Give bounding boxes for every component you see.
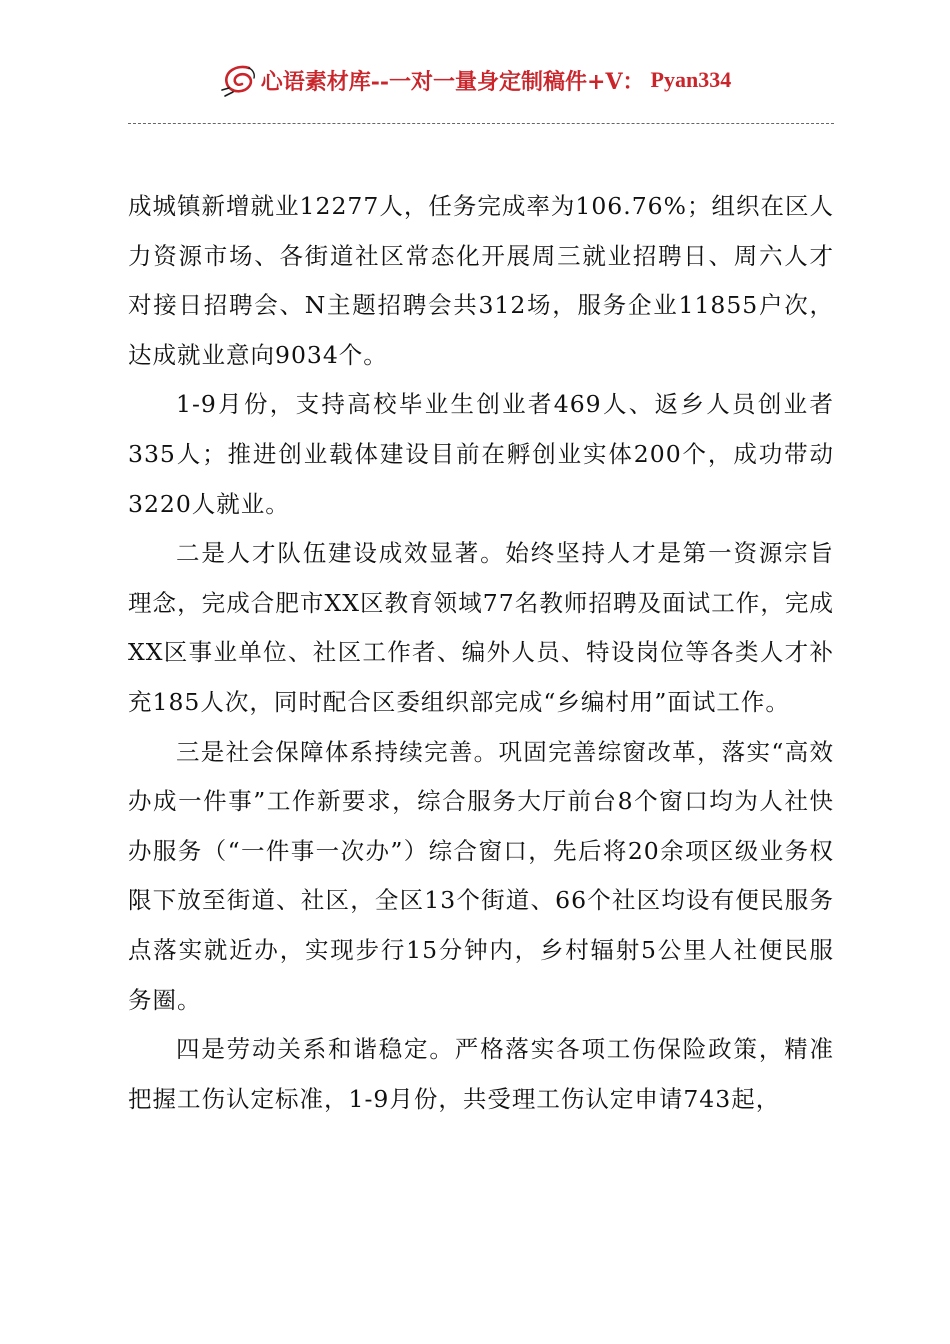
page-header (0, 58, 950, 102)
paragraph-employment: 成城镇新增就业12277人，任务完成率为106.76%；组织在区人力资源市场、各街道社区常态化开展周三就业招聘日、周六人才对接日招聘会、N主题招聘会共312场，服务企业11855户次，达成就业意向9034个。 (128, 192, 834, 369)
header-divider (128, 123, 834, 124)
brand-name: 心语素材库 (260, 68, 371, 95)
document-body (128, 182, 834, 1124)
paragraph-entrepreneurship: 1-9月份，支持高校毕业生创业者469人、返乡人员创业者335人；推进创业载体建设目前在孵创业实体200个，成功带动3220人就业。 (128, 390, 834, 518)
header-tagline: --一对一量身定制稿件+V： (370, 68, 645, 95)
paragraph-labor-relations: 四是劳动关系和谐稳定。严格落实各项工伤保险政策，精准把握工伤认定标准，1-9月份，共受理工伤认定申请743起， (128, 1035, 834, 1113)
swirl-logo-icon (219, 62, 259, 98)
header-contact: Pyan334 (650, 67, 732, 92)
paragraph-talent: 二是人才队伍建设成效显著。始终坚持人才是第一资源宗旨理念，完成合肥市XX区教育领域77名教师招聘及面试工作，完成XX区事业单位、社区工作者、编外人员、特设岗位等各类人才补充185人次，同时配合区委组织部完成“乡编村用”面试工作。 (128, 539, 834, 716)
paragraph-social-security: 三是社会保障体系持续完善。巩固完善综窗改革，落实“高效办成一件事”工作新要求，综合服务大厅前台8个窗口均为人社快办服务（“一件事一次办”）综合窗口，先后将20余项区级业务权限下放至街道、社区，全区13个街道、66个社区均设有便民服务点落实就近办，实现步行15分钟内，乡村辐射5公里人社便民服务圈。 (128, 737, 834, 1014)
